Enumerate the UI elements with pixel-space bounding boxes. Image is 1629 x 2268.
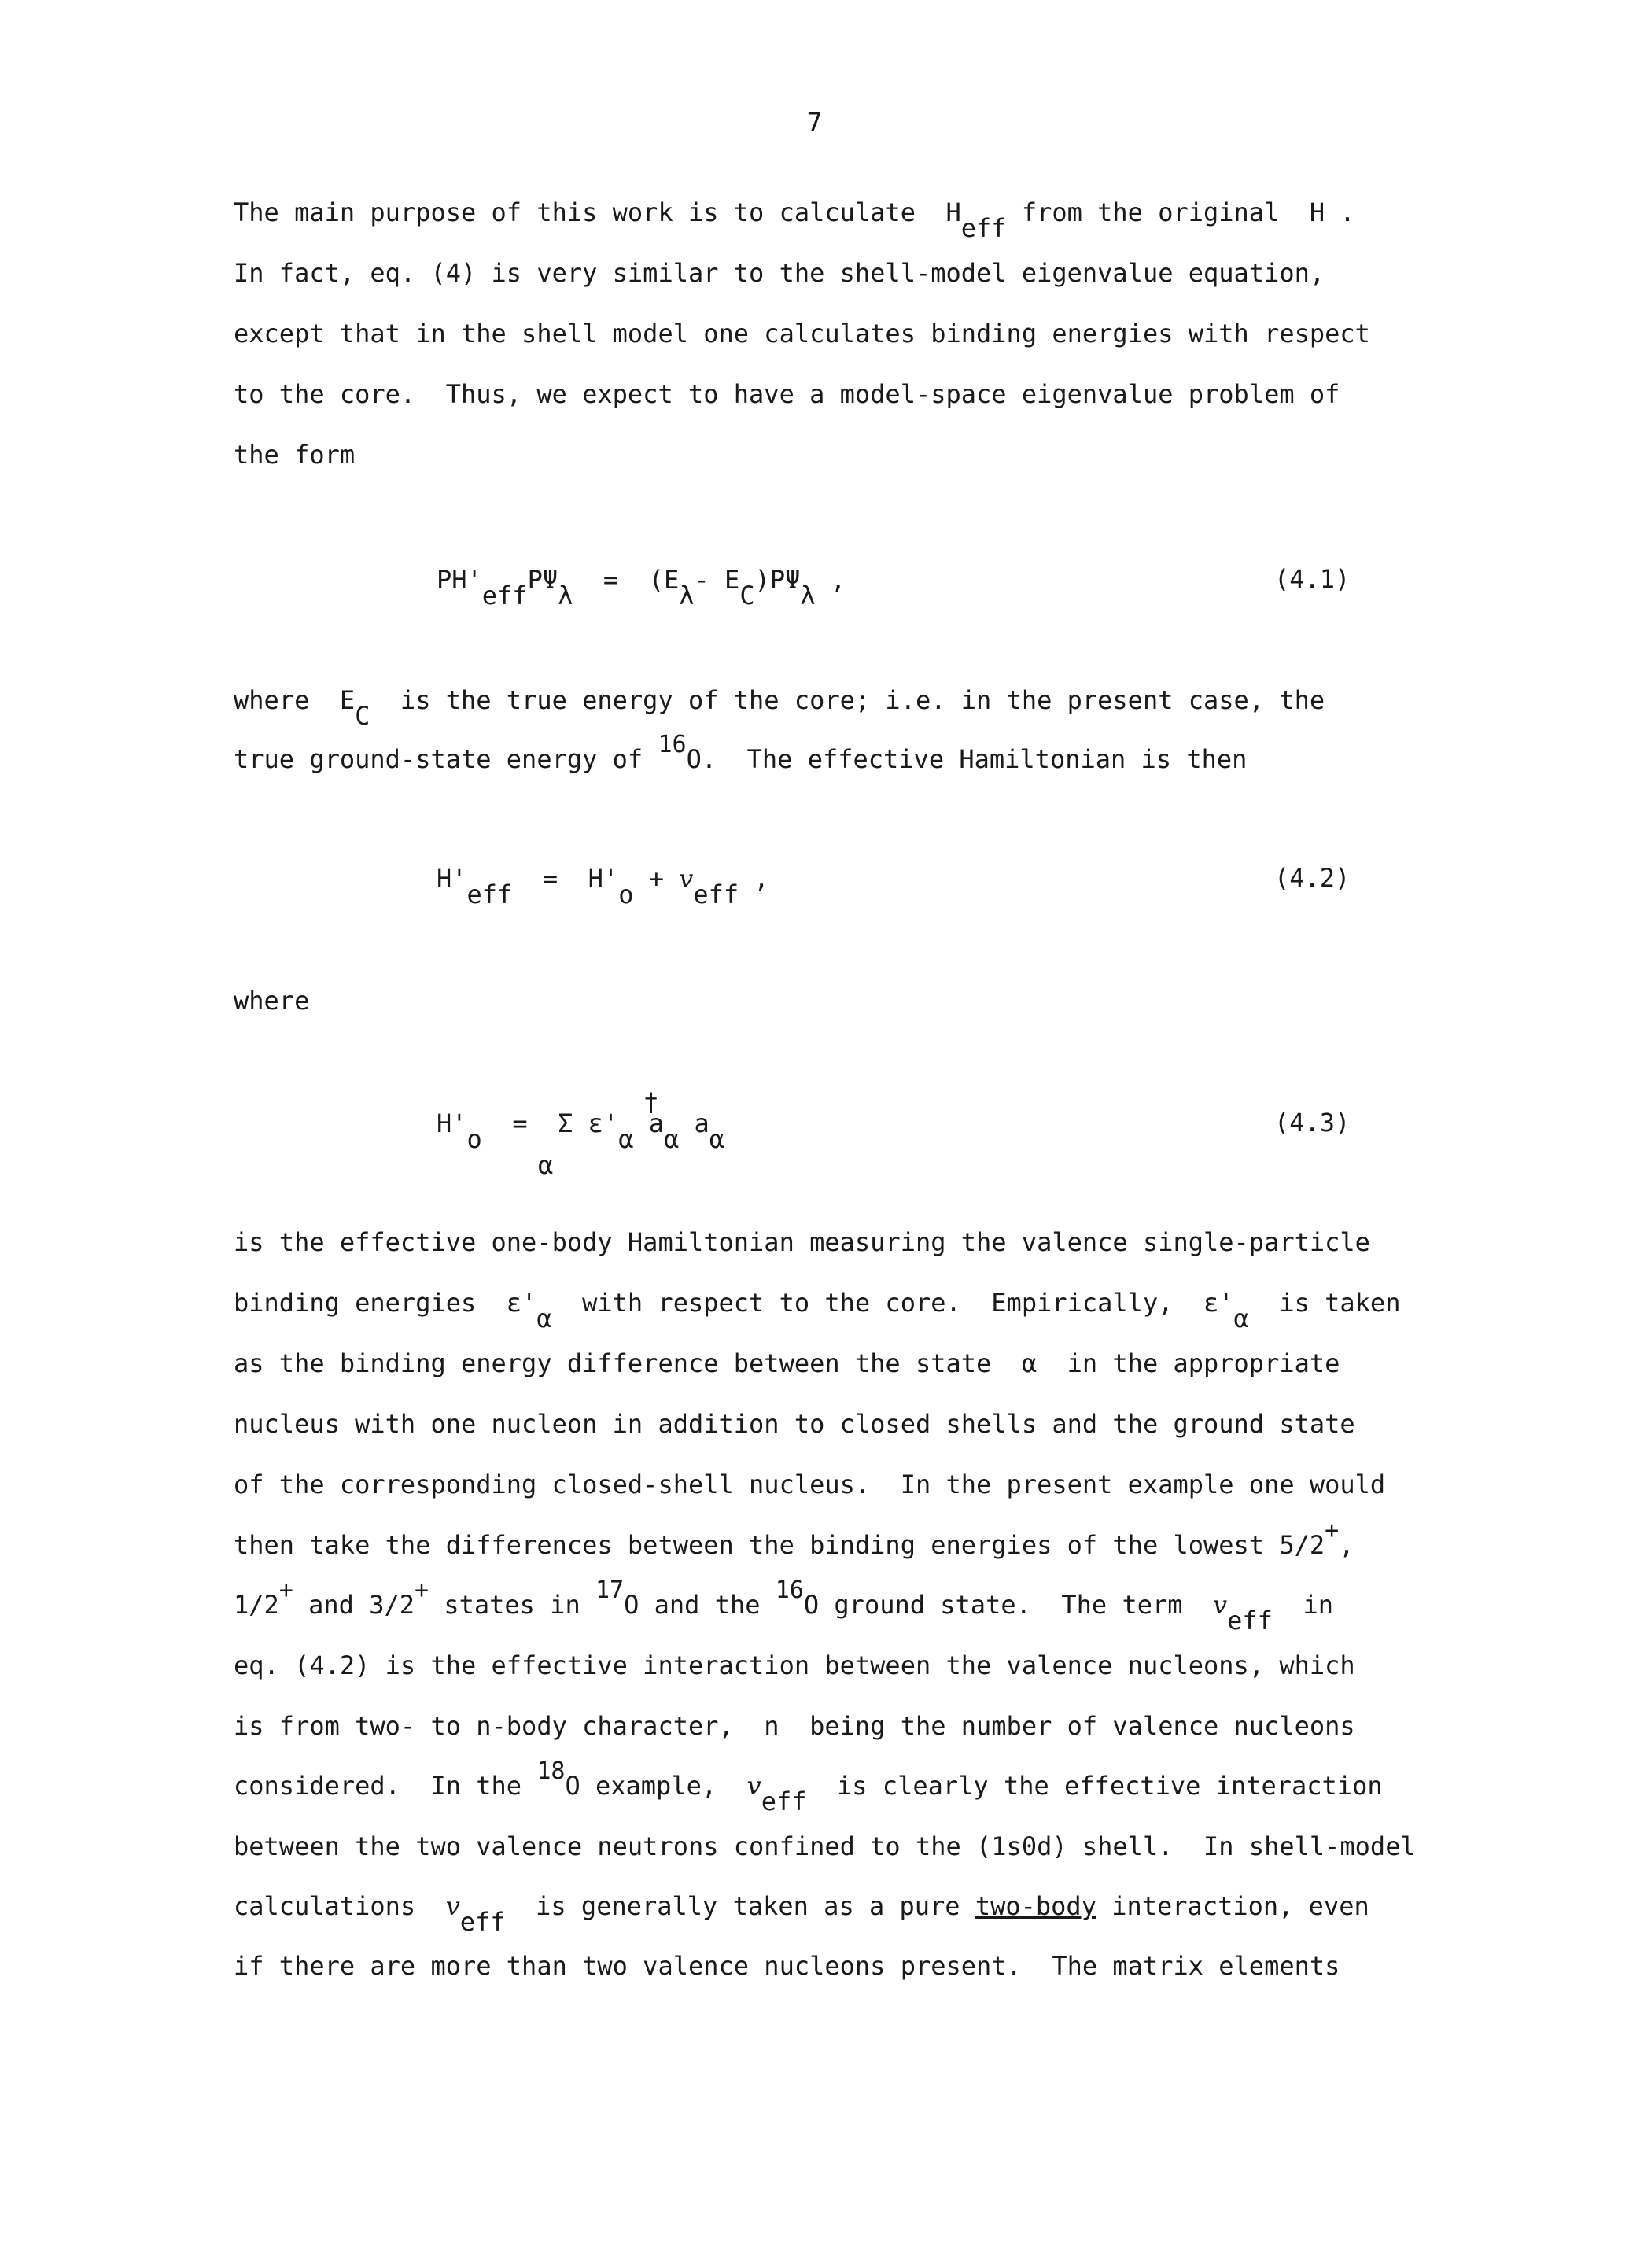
paragraph-line: considered. In the 18O example, veff is clearly the effective interaction — [234, 1757, 1383, 1816]
paragraph-line: is the effective one-body Hamiltonian measuring the valence single-particle — [234, 1227, 1370, 1257]
equation-4-2: H'eff = H'o + veff , — [437, 864, 769, 909]
underlined-term: two-body — [975, 1891, 1096, 1921]
paragraph-line: In fact, eq. (4) is very similar to the shell-model eigenvalue equation, — [234, 258, 1325, 288]
paragraph-line: true ground-state energy of 16O. The effective Hamiltonian is then — [234, 731, 1248, 774]
paragraph-line: where — [234, 986, 310, 1016]
equation-number-4-1: (4.1) — [1274, 564, 1351, 594]
equation-4-3: H'o = Σ ε'α aα aα — [437, 1108, 725, 1154]
dagger-symbol: † — [643, 1087, 659, 1117]
paragraph-line: The main purpose of this work is to calculate Heff from the original H . — [234, 197, 1355, 243]
equation-number-4-2: (4.2) — [1274, 863, 1351, 893]
paragraph-line: as the binding energy difference between the state α in the appropriate — [234, 1348, 1340, 1378]
paragraph-line: calculations veff is generally taken as a pure two-body interaction, even — [234, 1891, 1369, 1937]
paragraph-line: binding energies ε'α with respect to the core. Empirically, ε'α is taken — [234, 1288, 1401, 1333]
paragraph-line: where EC is the true energy of the core; i.e. in the present case, the — [234, 685, 1325, 731]
paragraph-line: the form — [234, 440, 356, 470]
paragraph-line: 1/2+ and 3/2+ states in 17O and the 16O ground state. The term veff in — [234, 1577, 1333, 1636]
paragraph-line: then take the differences between the binding energies of the lowest 5/2+, — [234, 1517, 1354, 1560]
page-number: 7 — [806, 107, 823, 138]
paragraph-line: to the core. Thus, we expect to have a model-space eigenvalue problem of — [234, 379, 1340, 409]
paragraph-line: of the corresponding closed-shell nucleus. In the present example one would — [234, 1470, 1386, 1499]
paragraph-line: if there are more than two valence nucleons present. The matrix elements — [234, 1951, 1340, 1981]
equation-number-4-3: (4.3) — [1274, 1108, 1351, 1138]
paragraph-line: nucleus with one nucleon in addition to closed shells and the ground state — [234, 1409, 1355, 1439]
sum-index: α — [538, 1150, 554, 1180]
paragraph-line: between the two valence neutrons confined to the (1s0d) shell. In shell-model — [234, 1831, 1416, 1861]
equation-4-1: PH'effPΨλ = (Eλ- EC)PΨλ , — [437, 565, 846, 610]
paragraph-line: eq. (4.2) is the effective interaction between the valence nucleons, which — [234, 1650, 1355, 1680]
paragraph-line: except that in the shell model one calculates binding energies with respect — [234, 319, 1370, 348]
paragraph-line: is from two- to n-body character, n being the number of valence nucleons — [234, 1711, 1355, 1741]
